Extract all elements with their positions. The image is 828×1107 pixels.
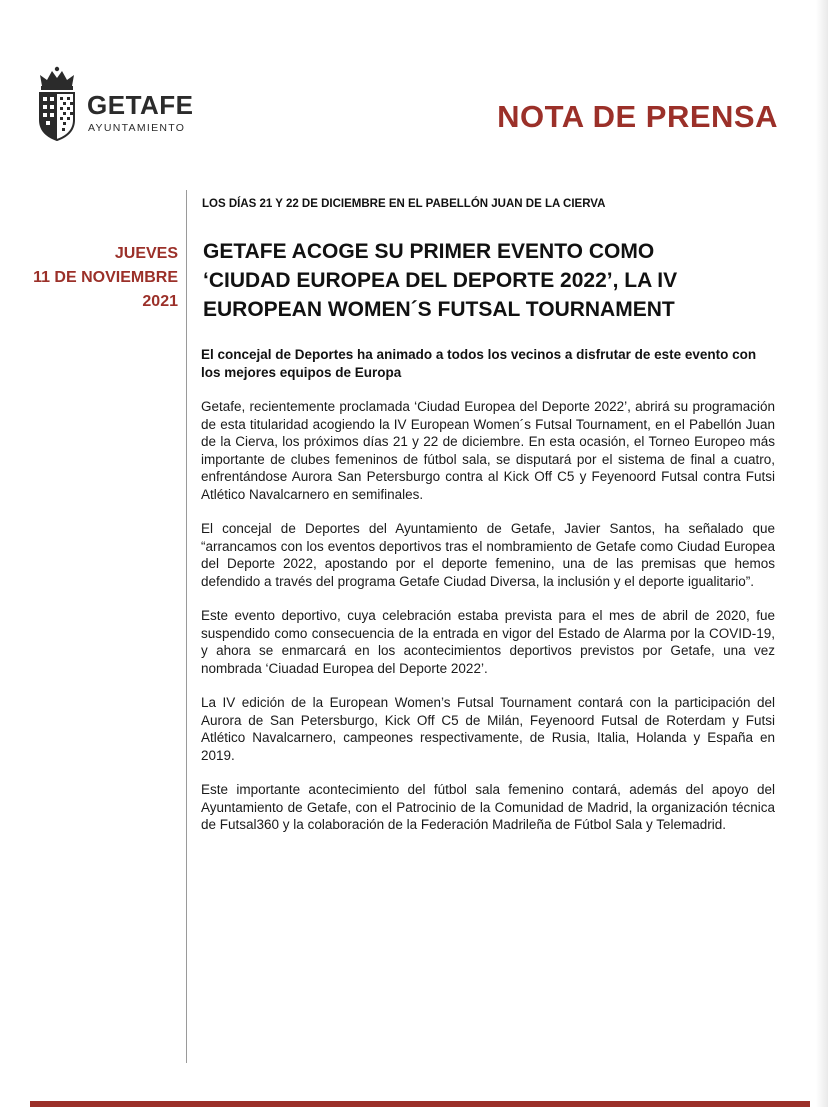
- headline-line: ‘CIUDAD EUROPEA DEL DEPORTE 2022’, LA IV: [203, 269, 678, 292]
- body-paragraph: El concejal de Deportes del Ayuntamiento de Getafe, Javier Santos, ha señalado que “arrancamos con los eventos deportivos tras el nombramiento de Getafe como Ciudad Europea del Deporte 2022, apostando por el deporte femenino, una de las premisas que hemos defendido a través del programa Getafe Ciudad Diversa, la inclusión y el deporte igualitario”.: [201, 521, 775, 589]
- brand-subtitle: AYUNTAMIENTO: [88, 122, 186, 134]
- footer-rule: [30, 1101, 810, 1107]
- date-weekday: JUEVES: [114, 245, 178, 262]
- headline-line: GETAFE ACOGE SU PRIMER EVENTO COMO: [203, 240, 655, 263]
- brand-name: GETAFE: [87, 90, 194, 120]
- document-type-title: NOTA DE PRENSA: [497, 99, 778, 134]
- headline: [203, 237, 783, 324]
- body-paragraph: Este importante acontecimiento del fútbol sala femenino contará, además del apoyo del Ayuntamiento de Getafe, con el Patrocinio de la Comunidad de Madrid, la organización técnica de Futsal360 y la colaboración de la Federación Madrileña de Fútbol Sala y Telemadrid.: [201, 782, 775, 832]
- coat-of-arms-icon: [36, 66, 78, 142]
- vertical-divider: [186, 190, 187, 1063]
- headline-line: EUROPEAN WOMEN´S FUTSAL TOURNAMENT: [203, 298, 675, 321]
- lead-paragraph: El concejal de Deportes ha animado a todos los vecinos a disfrutar de este evento con los mejores equipos de Europa: [201, 347, 757, 380]
- release-date: [33, 242, 178, 314]
- page-edge-shadow: [816, 0, 828, 1107]
- body-paragraph: Este evento deportivo, cuya celebración estaba prevista para el mes de abril de 2020, fue suspendido como consecuencia de la entrada en vigor del Estado de Alarma por la COVID-19, y ahora se enmarcará en los acontecimientos deportivos previstos por Getafe, una vez nombrada ‘Ciuadad Europea del Deporte 2022’.: [201, 608, 775, 676]
- body-text: [201, 398, 775, 834]
- body-paragraph: La IV edición de la European Women’s Futsal Tournament contará con la participación del Aurora de San Petersburgo, Kick Off C5 de Milán, Feyenoord Futsal de Roterdam y Futsi Atlético Navalcarnero, campeones respectivamente, de Rusia, Italia, Holanda y España en 2019.: [201, 695, 775, 763]
- getafe-logo: [36, 66, 196, 142]
- kicker-line: LOS DÍAS 21 Y 22 DE DICIEMBRE EN EL PABELLÓN JUAN DE LA CIERVA: [202, 198, 606, 210]
- date-day-month: 11 DE NOVIEMBRE: [33, 269, 178, 286]
- body-paragraph: Getafe, recientemente proclamada ‘Ciudad Europea del Deporte 2022’, abrirá su programación de esta titularidad acogiendo la IV European Women´s Futsal Tournament, en el Pabellón Juan de la Cierva, los próximos días 21 y 22 de diciembre. En esta ocasión, el Torneo Europeo más importante de clubes femeninos de fútbol sala, se disputará por el sistema de final a cuatro, enfrentándose Aurora San Petersburgo contra al Kick Off C5 y Feyenoord Futsal contra Futsi Atlético Navalcarnero en semifinales.: [201, 399, 775, 502]
- date-year: 2021: [142, 293, 178, 310]
